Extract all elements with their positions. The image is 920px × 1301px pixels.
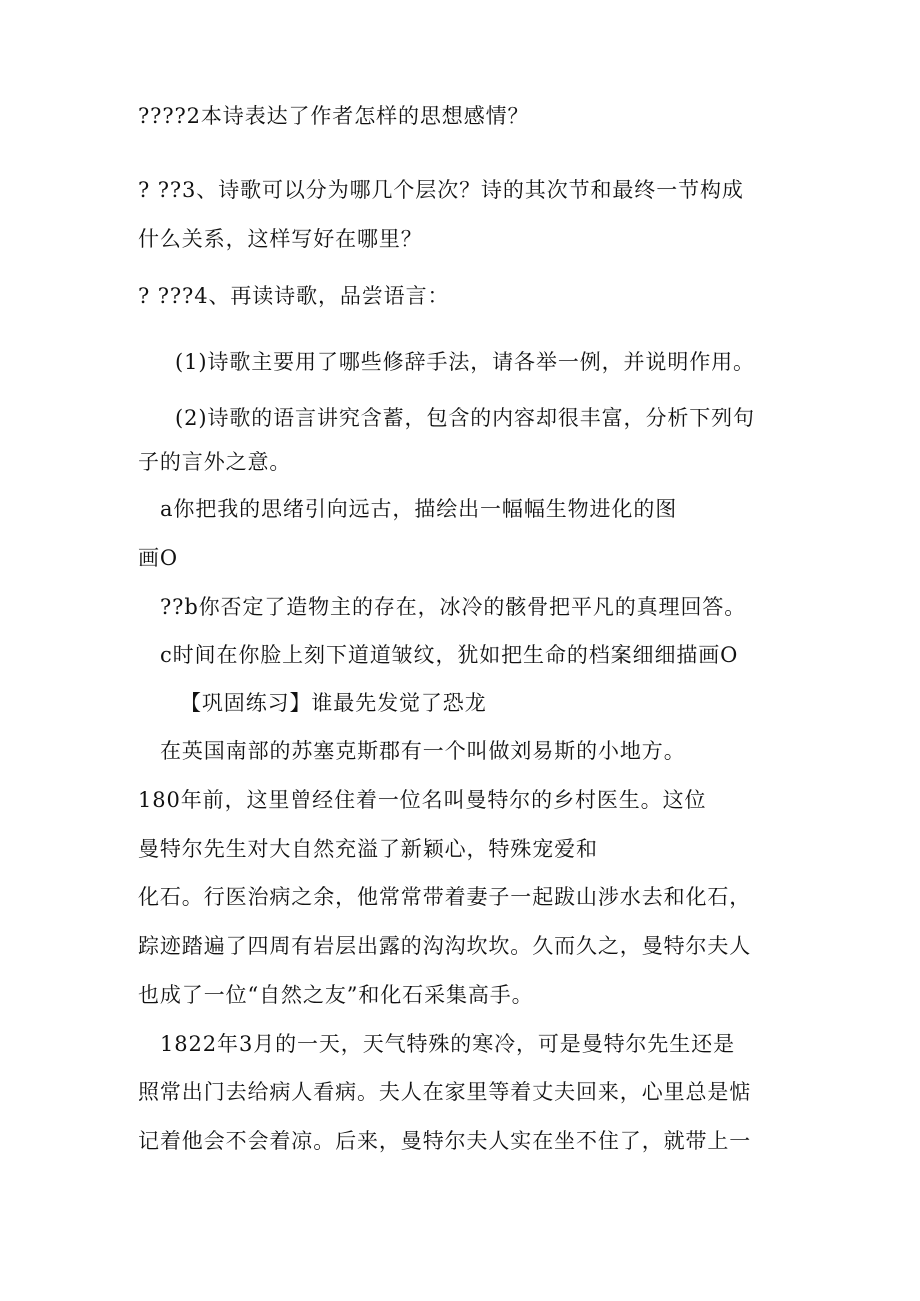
paragraph-1-line-2: 180年前，这里曾经住着一位名叫曼特尔的乡村医生。这位	[138, 788, 707, 812]
question-3-line-1: ? ??3、诗歌可以分为哪几个层次？诗的其次节和最终一节构成	[138, 178, 744, 202]
subquestion-1-line: (1)诗歌主要用了哪些修辞手法，请各举一例，并说明作用。	[175, 350, 755, 374]
paragraph-2-line-3: 记着他会不会着凉。后来，曼特尔夫人实在坐不住了，就带上一	[138, 1129, 752, 1153]
paragraph-1-line-5: 踪迹踏遍了四周有岩层出露的沟沟坎坎。久而久之，曼特尔夫人	[138, 934, 752, 958]
subquestion-2-line-1: (2)诗歌的语言讲究含蓄，包含的内容却很丰富，分析下列句	[175, 406, 755, 430]
question-2-line: ????2本诗表达了作者怎样的思想感情？	[138, 104, 530, 128]
sentence-b-line: ??b你否定了造物主的存在，冰冷的骸骨把平凡的真理回答。	[160, 595, 747, 619]
subquestion-2-line-2: 子的言外之意。	[138, 450, 292, 474]
paragraph-2-line-1: 1822年3月的一天，天气特殊的寒冷，可是曼特尔先生还是	[160, 1032, 736, 1056]
paragraph-1-line-1: 在英国南部的苏塞克斯郡有一个叫做刘易斯的小地方。	[160, 739, 686, 763]
sentence-a-line-1: a你把我的思绪引向远古，描绘出一幅幅生物进化的图	[160, 497, 678, 521]
paragraph-1-line-6: 也成了一位“自然之友”和化石采集高手。	[138, 983, 534, 1007]
paragraph-1-line-3: 曼特尔先生对大自然充溢了新颖心，特殊宠爱和	[138, 837, 598, 861]
question-3-line-2: 什么关系，这样写好在哪里？	[138, 227, 423, 251]
paragraph-1-line-4: 化石。行医治病之余，他常常带着妻子一起跋山涉水去和化石，	[138, 885, 752, 909]
exercise-heading: 【巩固练习】谁最先发觉了恐龙	[180, 691, 487, 715]
paragraph-2-line-2: 照常出门去给病人看病。夫人在家里等着丈夫回来，心里总是惦	[138, 1080, 752, 1104]
sentence-c-line: c时间在你脸上刻下道道皱纹，犹如把生命的档案细细描画O	[160, 643, 739, 667]
question-4-line: ? ???4、再读诗歌，品尝语言：	[138, 284, 450, 308]
sentence-a-line-2: 画O	[138, 546, 179, 570]
